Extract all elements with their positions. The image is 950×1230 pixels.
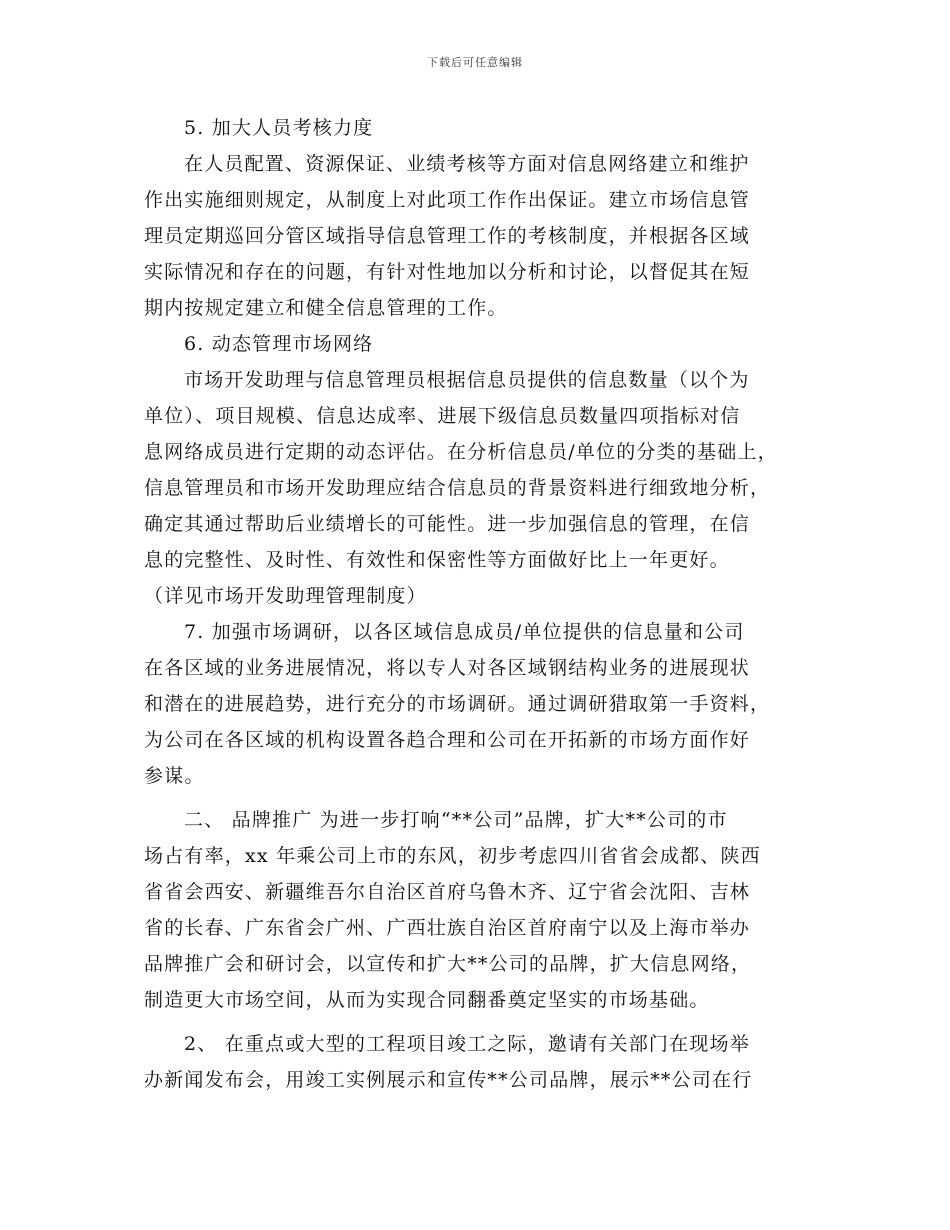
paragraph-line: 确定其通过帮助后业绩增长的可能性。进一步加强信息的管理，在信	[144, 513, 751, 535]
paragraph-line: 市场开发助理与信息管理员根据信息员提供的信息数量（以个为	[184, 369, 750, 391]
document-body	[144, 110, 804, 1098]
paragraph-line: 省省会西安、新疆维吾尔自治区首府乌鲁木齐、辽宁省会沈阳、吉林	[144, 881, 751, 903]
paragraph-line: 参谋。	[144, 765, 205, 787]
paragraph-line: 在人员配置、资源保证、业绩考核等方面对信息网络建立和维护	[184, 153, 750, 175]
paragraph-line: 信息管理员和市场开发助理应结合信息员的背景资料进行细致地分析，	[144, 477, 771, 499]
paragraph-line: 和潜在的进展趋势，进行充分的市场调研。通过调研猎取第一手资料，	[144, 693, 771, 715]
paragraph-line: 2、 在重点或大型的工程项目竣工之际，邀请有关部门在现场举	[184, 1033, 750, 1055]
paragraph-line: 息网络成员进行定期的动态评估。在分析信息员/单位的分类的基础上，	[144, 441, 778, 463]
paragraph-line: 单位）、项目规模、信息达成率、进展下级信息员数量四项指标对信	[144, 405, 741, 427]
section-heading: 6. 动态管理市场网络	[184, 333, 374, 355]
paragraph-line: 期内按规定建立和健全信息管理的工作。	[144, 297, 508, 319]
paragraph-line: 办新闻发布会，用竣工实例展示和宣传**公司品牌，展示**公司在行	[144, 1069, 753, 1091]
paragraph-line: 理员定期巡回分管区域指导信息管理工作的考核制度，并根据各区域	[144, 225, 751, 247]
section-heading: 二、 品牌推广 为进一步打响“**公司”品牌，扩大**公司的市	[184, 809, 728, 831]
paragraph-line: 实际情况和存在的问题，有针对性地加以分析和讨论，以督促其在短	[144, 261, 751, 283]
paragraph-line: 为公司在各区域的机构设置各趋合理和公司在开拓新的市场方面作好	[144, 729, 751, 751]
paragraph-line: （详见市场开发助理管理制度）	[144, 585, 427, 607]
section-heading: 5. 加大人员考核力度	[184, 117, 374, 139]
paragraph-line: 作出实施细则规定，从制度上对此项工作作出保证。建立市场信息管	[144, 189, 751, 211]
paragraph-line: 品牌推广会和研讨会，以宣传和扩大**公司的品牌，扩大信息网络，	[144, 953, 752, 975]
paragraph-line: 制造更大市场空间，从而为实现合同翻番奠定坚实的市场基础。	[144, 989, 710, 1011]
paragraph-line: 场占有率，xx 年乘公司上市的东风，初步考虑四川省省会成都、陕西	[144, 845, 761, 867]
paragraph-line: 在各区域的业务进展情况，将以专人对各区域钢结构业务的进展现状	[144, 657, 751, 679]
paragraph-line: 省的长春、广东省会广州、广西壮族自治区首府南宁以及上海市举办	[144, 917, 751, 939]
page-header: 下载后可任意编辑	[427, 56, 523, 69]
paragraph-line: 7. 加强市场调研，以各区域信息成员/单位提供的信息量和公司	[184, 621, 745, 643]
paragraph-line: 息的完整性、及时性、有效性和保密性等方面做好比上一年更好。	[144, 549, 730, 571]
